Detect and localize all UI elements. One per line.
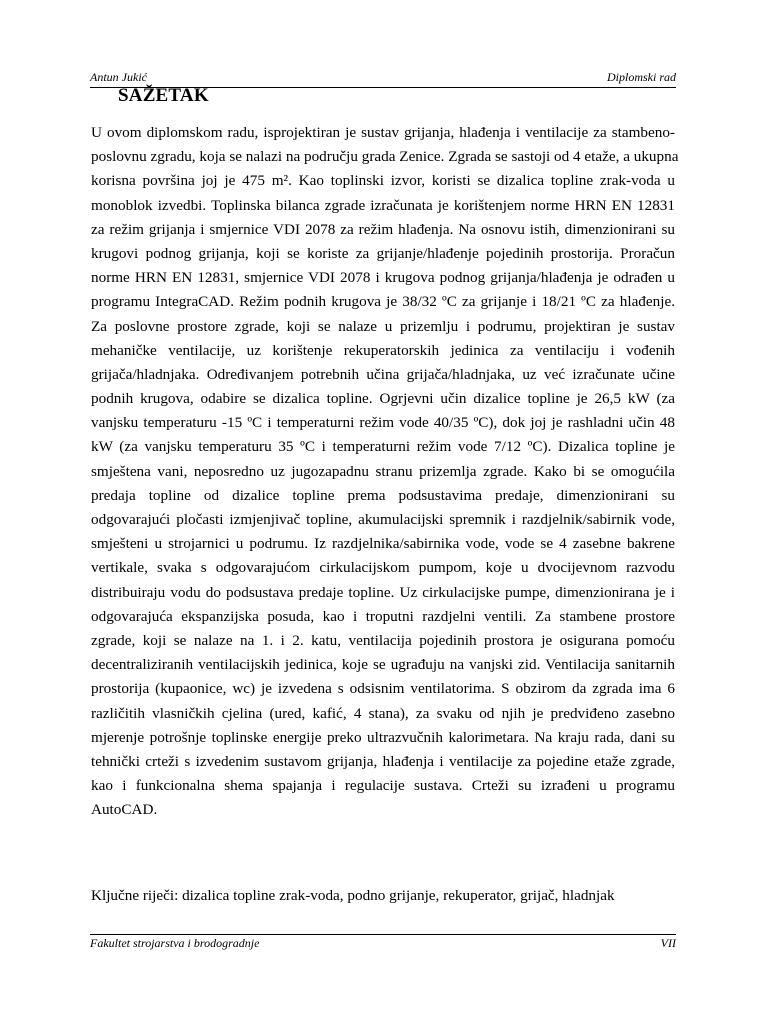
- abstract-line: monoblok izvedbi. Toplinska bilanca zgrade izračunata je korištenjem norme HRN EN 12831: [91, 196, 675, 214]
- abstract-line: kao i funkcionalna shema spajanja i regulacije sustava. Crteži su izrađeni u programu: [91, 777, 675, 795]
- footer-rule: [90, 934, 676, 935]
- abstract-line: vanjsku temperaturu -15 ºC i temperaturni režim vode 40/35 ºC), dok joj je rashladni učin 48: [91, 414, 675, 432]
- abstract-line: tehnički crteži s izvedenim sustavom grijanja, hlađenja i ventilacije za pojedine etaže zgrade,: [91, 752, 675, 770]
- abstract-line: grijača/hladnjaka. Određivanjem potrebnih učina grijača/hladnjaka, uz već izračunate učine: [91, 365, 675, 383]
- abstract-line: decentraliziranih ventilacijskih jedinica, koje se ugrađuju na vanjski zid. Ventilacija sanitarnih: [91, 656, 675, 674]
- abstract-body: [91, 121, 679, 822]
- abstract-line: podnih krugova, odabire se dizalica topline. Ogrjevni učin dizalice topline je 26,5 kW (za: [91, 390, 675, 408]
- abstract-line: mjerenje potrošnje toplinske energije preko ultrazvučnih kalorimetara. Na kraju rada, dani su: [91, 728, 675, 746]
- abstract-line: korisna površina joj je 475 m². Kao toplinski izvor, koristi se dizalica topline zrak-voda u: [91, 172, 675, 190]
- abstract-line: odgovarajuća ekspanzijska posuda, kao i troputni razdjelni ventili. Za stambene prostore: [91, 607, 675, 625]
- abstract-line: distribuiraju vodu do podsustava predaje topline. Uz cirkulacijske pumpe, dimenzionirana je i: [91, 583, 675, 601]
- abstract-line: za režim grijanja i smjernice VDI 2078 za režim hlađenja. Na osnovu istih, dimenzionirani su: [91, 220, 675, 238]
- abstract-line: predaja topline od dizalice topline prema podsustavima predaje, dimenzionirani su: [91, 486, 675, 504]
- footer-page-number: VII: [660, 936, 676, 950]
- header-doc-type: Diplomski rad: [607, 70, 676, 84]
- abstract-line: poslovnu zgradu, koja se nalazi na području grada Zenice. Zgrada se sastoji od 4 etaže, a ukupna: [91, 148, 679, 166]
- abstract-line: krugovi podnog grijanja, koji se koriste za grijanje/hlađenje pojedinih prostorija. Proračun: [91, 244, 675, 262]
- abstract-line: norme HRN EN 12831, smjernice VDI 2078 i krugova podnog grijanja/hlađenja je odrađen u: [91, 269, 675, 287]
- abstract-line: programu IntegraCAD. Režim podnih krugova je 38/32 ºC za grijanje i 18/21 ºC za hlađenje.: [91, 293, 675, 311]
- section-title: SAŽETAK: [118, 85, 209, 106]
- abstract-line: smješteni u strojarnici u podrumu. Iz razdjelnika/sabirnika vode, vode se 4 zasebne bakrene: [91, 535, 675, 553]
- abstract-line: U ovom diplomskom radu, isprojektiran je sustav grijanja, hlađenja i ventilacije za stambeno-: [91, 124, 675, 141]
- abstract-line: AutoCAD.: [91, 801, 158, 819]
- abstract-line: odgovarajući pločasti izmjenjivač topline, akumulacijski spremnik i razdjelnik/sabirnik vode,: [91, 511, 675, 528]
- abstract-line: mehaničke ventilacije, uz korištenje rekuperatorskih jedinica za ventilaciju i vođenih: [91, 341, 675, 359]
- abstract-line: kW (za vanjsku temperaturu 35 ºC i temperaturni režim vode 7/12 ºC). Dizalica topline je: [91, 438, 675, 456]
- abstract-line: Za poslovne prostore zgrade, koji se nalaze u prizemlju i podrumu, projektiran je sustav: [91, 317, 675, 335]
- header-author: Antun Jukić: [90, 70, 147, 84]
- keywords-line: Ključne riječi: dizalica topline zrak-voda, podno grijanje, rekuperator, grijač, hladnjak: [91, 887, 615, 904]
- abstract-line: smještena vani, neposredno uz jugozapadnu stranu prizemlja zgrade. Kako bi se omogućila: [91, 462, 675, 480]
- abstract-line: zgrade, koji se nalaze na 1. i 2. katu, ventilacija pojedinih prostora je osigurana pomoću: [91, 631, 675, 649]
- footer-faculty: Fakultet strojarstva i brodogradnje: [90, 936, 260, 950]
- abstract-line: različitih vlasničkih cjelina (ured, kafić, 4 stana), za svaku od njih je predviđeno zasebno: [91, 704, 675, 722]
- abstract-line: vertikale, svaka s odgovarajućom cirkulacijskom pumpom, koje u dvocijevnom razvodu: [91, 559, 675, 577]
- abstract-line: prostorija (kupaonice, wc) je izvedena s odsisnim ventilatorima. S obzirom da zgrada ima 6: [91, 680, 675, 698]
